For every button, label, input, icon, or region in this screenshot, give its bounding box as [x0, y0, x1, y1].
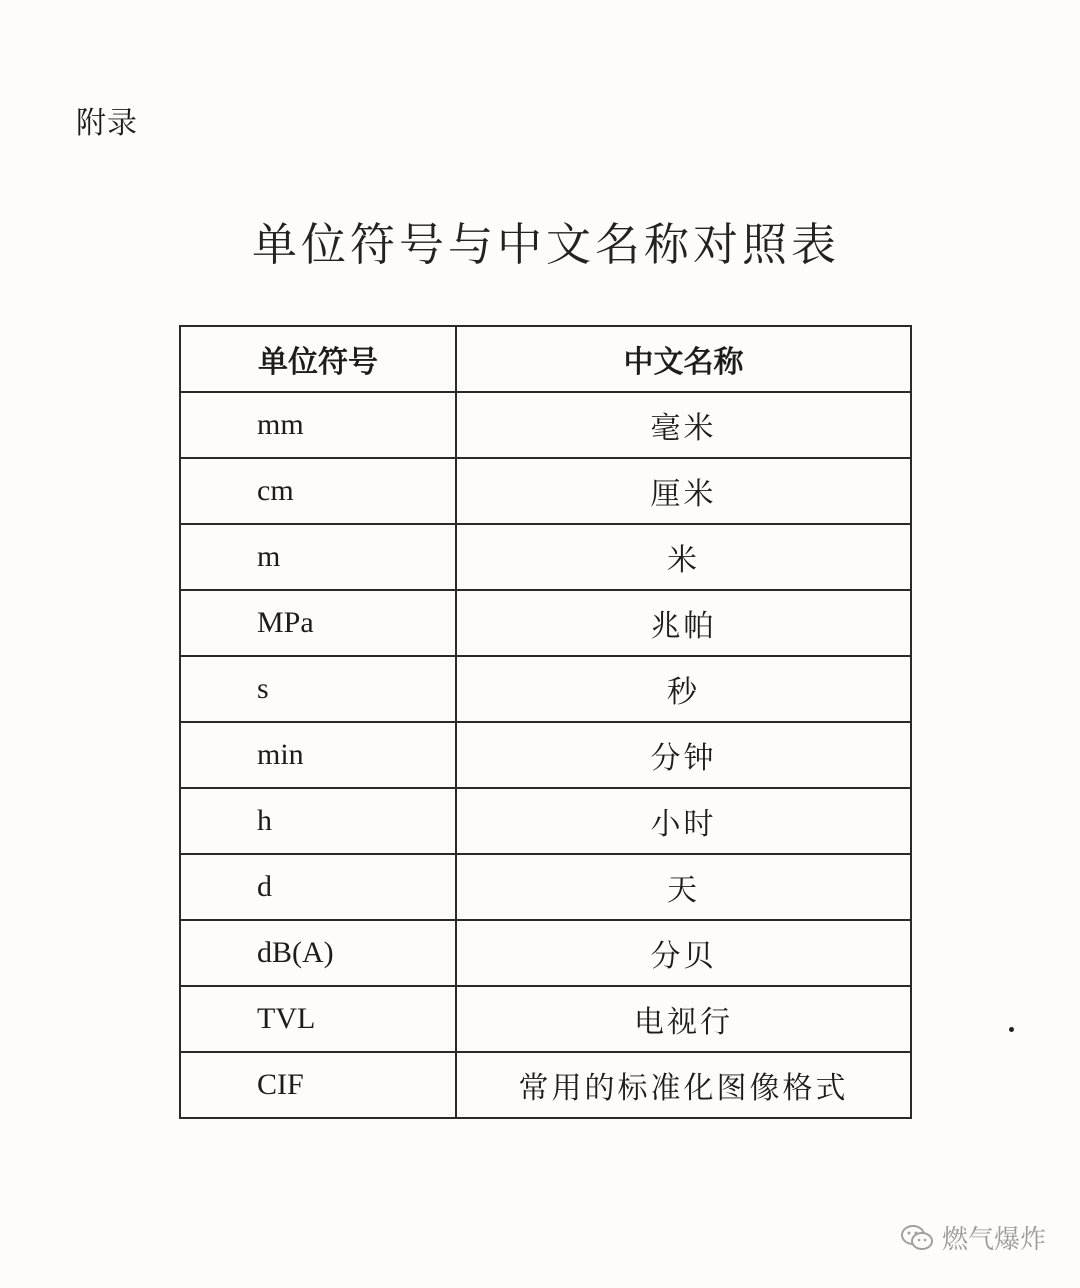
unit-symbol-cell: cm	[180, 458, 456, 524]
chinese-name-cell: 米	[456, 524, 911, 590]
table-row	[180, 392, 911, 458]
table-row	[180, 1052, 911, 1118]
chinese-name-cell: 常用的标准化图像格式	[456, 1052, 911, 1118]
header-unit-symbol: 单位符号	[180, 326, 456, 392]
table-row	[180, 986, 911, 1052]
unit-symbol-cell: min	[180, 722, 456, 788]
table-row	[180, 458, 911, 524]
unit-table	[179, 325, 912, 1119]
unit-symbol-cell: mm	[180, 392, 456, 458]
unit-symbol-cell: TVL	[180, 986, 456, 1052]
appendix-label: 附录	[76, 106, 138, 141]
unit-symbol-cell: d	[180, 854, 456, 920]
table-row	[180, 524, 911, 590]
table-row	[180, 788, 911, 854]
unit-symbol-cell: CIF	[180, 1052, 456, 1118]
wechat-icon	[900, 1223, 934, 1253]
chinese-name-cell: 分贝	[456, 920, 911, 986]
chinese-name-cell: 小时	[456, 788, 911, 854]
unit-symbol-cell: s	[180, 656, 456, 722]
table-row	[180, 854, 911, 920]
table-header-row	[180, 326, 911, 392]
chinese-name-cell: 秒	[456, 656, 911, 722]
table-row	[180, 656, 911, 722]
unit-symbol-cell: MPa	[180, 590, 456, 656]
unit-symbol-cell: dB(A)	[180, 920, 456, 986]
chinese-name-cell: 毫米	[456, 392, 911, 458]
chinese-name-cell: 分钟	[456, 722, 911, 788]
watermark	[900, 1219, 1046, 1256]
unit-symbol-cell: m	[180, 524, 456, 590]
table-row	[180, 722, 911, 788]
chinese-name-cell: 天	[456, 854, 911, 920]
watermark-text: 燃气爆炸	[941, 1225, 1046, 1255]
document-title: 单位符号与中文名称对照表	[251, 218, 840, 271]
table-row	[180, 590, 911, 656]
chinese-name-cell: 兆帕	[456, 590, 911, 656]
header-chinese-name: 中文名称	[456, 326, 911, 392]
unit-symbol-cell: h	[180, 788, 456, 854]
chinese-name-cell: 厘米	[456, 458, 911, 524]
chinese-name-cell: 电视行	[456, 986, 911, 1052]
table-row	[180, 920, 911, 986]
scan-speck	[1009, 1027, 1014, 1032]
